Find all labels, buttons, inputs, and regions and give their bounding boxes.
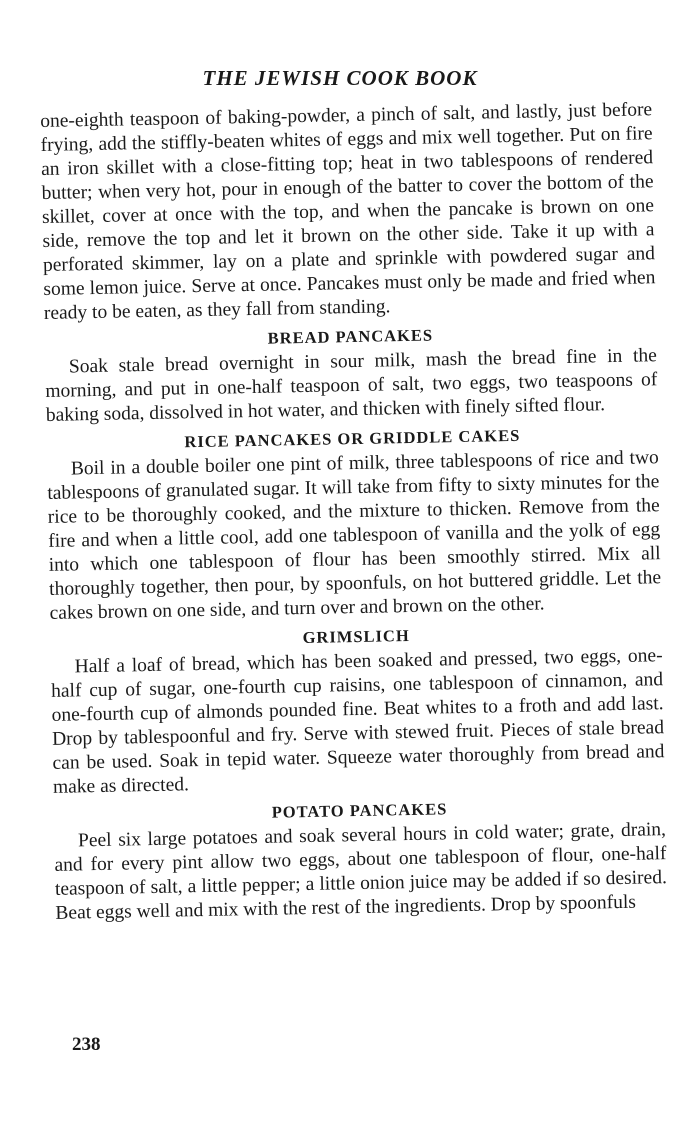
recipe-title-rice-pancakes: RICE PANCAKES OR GRIDDLE CAKES [184,425,521,452]
running-head: THE JEWISH COOK BOOK [202,66,478,90]
recipe-title-grimslich: GRIMSLICH [302,626,410,648]
page-number: 238 [72,1034,101,1055]
recipe-text-potato-pancakes: Peel six large potatoes and soak several hours in cold water; grate, drain, and for every pint allow two eggs, about one tablespoon of flour, one-half teaspoon of salt, a little pepper; a little onion juice may be added if so desired. Beat eggs well and mix with the rest of the ingredients. Drop by spoonfuls [54,819,668,924]
recipe-title-potato-pancakes: POTATO PANCAKES [271,799,448,822]
recipe-text-grimslich: Half a loaf of bread, which has been soaked and pressed, two eggs, one-half cup of sugar, one-fourth cup raisins, one tablespoon of cinnamon, and one-fourth cup of almonds pounded fine. Beat whites to a froth and add last. Drop by tablespoonful and fry. Serve with stewed fruit. Pieces of stale bread can be used. Soak in tepid water. Squeeze water thoroughly from bread and make as directed. [50,645,665,798]
recipe-text-rice-pancakes: Boil in a double boiler one pint of milk, three tablespoons of rice and two tablespoons of granulated sugar. It will take from fifty to sixty minutes for the rice to be thoroughly cooked, and the mixture to thicken. Remove from the fire and when a little cool, add one tablespoon of vanilla and the yolk of egg into which one tablespoon of flour has been smoothly stirred. Mix all thoroughly together, then pour, by spoonfuls, on hot buttered griddle. Let the cakes brown on one side, and turn over and brown on the other. [47,447,662,624]
recipe-title-bread-pancakes: BREAD PANCAKES [267,325,434,348]
recipe-text-bread-pancakes: Soak stale bread overnight in sour milk, mash the bread fine in the morning, and put in one-half teaspoon of salt, two eggs, two teaspoons of baking soda, dissolved in hot water, and thicken with finely sifted flour. [45,345,658,426]
page-body [40,98,668,926]
continued-paragraph: one-eighth teaspoon of baking-powder, a pinch of salt, and lastly, just before frying, add the stiffly-beaten whites of eggs and mix well together. Put on fire an iron skillet with a close-fitting top; heat in two tablespoons of rendered butter; when very hot, pour in enough of the batter to cover the bottom of the skillet, cover at once with the top, and when the pancake is brown on one side, remove the top and let it brown on the other side. Take it up with a perforated skimmer, lay on a plate and sprinkle with powdered sugar and some lemon juice. Serve at once. Pancakes must only be made and fried when ready to be eaten, as they fall from standing. [40,99,656,324]
